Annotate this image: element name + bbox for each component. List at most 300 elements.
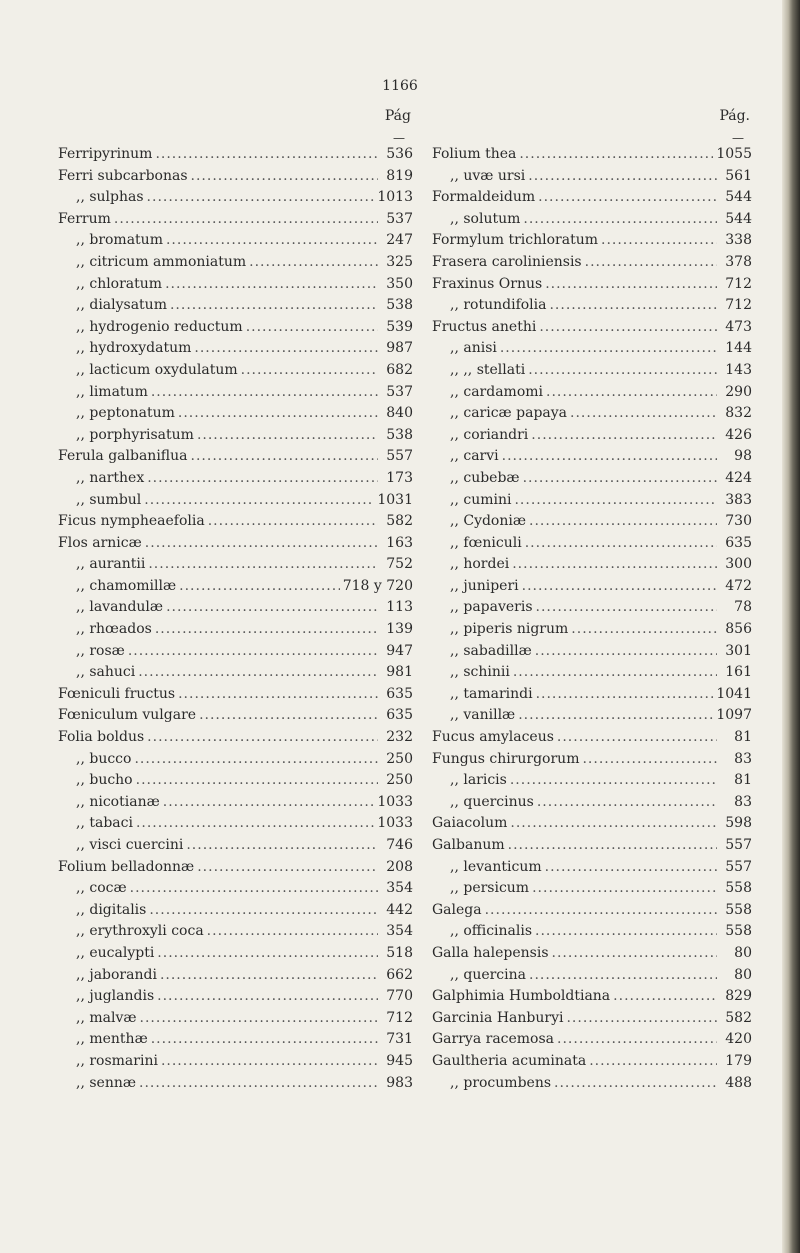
index-entry [58, 187, 413, 209]
index-entry [432, 641, 752, 663]
index-page-number: 819 [386, 167, 413, 184]
dot-leader [523, 209, 717, 231]
index-entry [432, 338, 752, 360]
index-term: Ferrum [58, 210, 111, 227]
index-entry [432, 511, 752, 533]
index-term: ,, digitalis [76, 901, 147, 918]
index-term: ,, nicotianæ [76, 793, 160, 810]
index-entry [432, 144, 752, 166]
index-page-number: 442 [386, 901, 413, 918]
index-term: Galla halepensis [432, 944, 549, 961]
index-term: ,, cubebæ [450, 469, 520, 486]
index-entry [432, 1051, 752, 1073]
dot-leader [144, 490, 374, 512]
index-term: Formaldeidum [432, 189, 536, 206]
index-term: ,, piperis nigrum [450, 621, 569, 638]
index-page-number: 113 [386, 599, 413, 616]
index-entry [432, 792, 752, 814]
index-entry [432, 835, 752, 857]
index-entry [432, 878, 752, 900]
index-page-number: 1031 [377, 491, 413, 508]
index-term: ,, bucho [76, 772, 133, 789]
index-page-number: 518 [386, 944, 413, 961]
index-term: ,, papaveris [450, 599, 533, 616]
dot-leader [549, 295, 717, 317]
index-term: ,, visci cuercini [76, 837, 184, 853]
index-term: Fraxinus Ornus [432, 275, 543, 292]
dot-leader [155, 619, 378, 641]
index-page-number: 78 [734, 599, 752, 616]
dot-leader [148, 554, 378, 576]
index-entry [432, 468, 752, 490]
index-entry [58, 770, 413, 792]
index-term: Fructus anethi [432, 318, 537, 335]
header-dash: — [732, 131, 744, 145]
index-page-number: 561 [725, 167, 752, 184]
index-page-number: 250 [386, 772, 413, 789]
index-entry [58, 317, 413, 339]
index-page-number: 947 [386, 642, 413, 659]
index-term: ,, aurantii [76, 556, 146, 573]
index-term: ,, vanillæ [450, 707, 516, 724]
dot-leader [518, 705, 713, 727]
dot-leader [538, 187, 717, 209]
index-page-number: 718 y 720 [342, 577, 413, 594]
index-page-number: 143 [725, 361, 752, 378]
dot-leader [589, 1051, 717, 1073]
index-entry [58, 705, 413, 727]
dot-leader [157, 943, 378, 965]
dot-leader [529, 511, 717, 533]
index-term: ,, rhœados [76, 621, 152, 638]
index-term: ,, tamarindi [450, 685, 533, 702]
index-term: ,, eucalypti [76, 944, 155, 961]
index-entry [432, 727, 752, 749]
dot-leader [523, 468, 717, 490]
index-term: Formylum trichloratum [432, 232, 598, 249]
dot-leader [128, 641, 378, 663]
index-page-number: 420 [725, 1031, 752, 1048]
dot-leader [519, 144, 713, 166]
index-entry [58, 425, 413, 447]
index-entry [58, 641, 413, 663]
dot-leader [246, 317, 378, 339]
dot-leader [566, 1008, 717, 1030]
index-term: ,, tabaci [76, 815, 133, 832]
index-entry [58, 813, 413, 835]
index-page-number: 983 [386, 1074, 413, 1091]
index-entry [432, 900, 752, 922]
index-term: ,, officinalis [450, 923, 533, 940]
dot-leader [145, 533, 378, 555]
index-term: ,, porphyrisatum [76, 426, 194, 443]
index-entry [58, 1008, 413, 1030]
index-entry [432, 274, 752, 296]
index-entry [432, 705, 752, 727]
dot-leader [147, 187, 375, 209]
index-term: ,, anisi [450, 340, 497, 357]
index-term: ,, juglandis [76, 988, 155, 1005]
dot-leader [136, 813, 374, 835]
dot-leader [178, 684, 378, 706]
index-term: ,, malvæ [76, 1009, 137, 1026]
index-entry [58, 252, 413, 274]
index-page-number: 558 [725, 880, 752, 897]
index-entry [432, 317, 752, 339]
index-entry [58, 835, 413, 857]
index-term: ,, quercinus [450, 793, 534, 810]
index-page-number: 537 [386, 383, 413, 400]
index-term: ,, sabadillæ [450, 642, 532, 659]
index-page-number: 987 [386, 340, 413, 357]
index-entry [58, 382, 413, 404]
book-binding-edge [782, 0, 800, 1253]
index-page-number: 83 [734, 793, 752, 810]
index-page-number: 598 [725, 815, 752, 832]
index-term: ,, laricis [450, 772, 507, 789]
index-entry [432, 857, 752, 879]
dot-leader [546, 382, 717, 404]
index-entry [58, 597, 413, 619]
header-dash: — [393, 131, 405, 145]
index-term: Ferula galbaniflua [58, 448, 188, 465]
index-entry [432, 209, 752, 231]
index-entry [432, 662, 752, 684]
dot-leader [197, 425, 378, 447]
index-page-number: 582 [725, 1009, 752, 1026]
dot-leader [535, 921, 717, 943]
index-term: ,, hydrogenio reductum [76, 318, 243, 335]
index-entry [432, 576, 752, 598]
index-entry [58, 749, 413, 771]
index-page-number: 981 [386, 664, 413, 681]
index-page-number: 247 [386, 232, 413, 249]
index-page-number: 80 [734, 944, 752, 961]
dot-leader [199, 705, 378, 727]
index-page-number: 731 [386, 1031, 413, 1048]
dot-leader [147, 727, 378, 749]
index-entry [432, 684, 752, 706]
index-entry [432, 446, 752, 468]
index-page-number: 80 [734, 966, 752, 983]
index-term: ,, rosæ [76, 642, 125, 659]
dot-leader [191, 166, 378, 188]
index-entry [432, 619, 752, 641]
index-page-number: 173 [386, 469, 413, 486]
index-term: ,, procumbens [450, 1074, 552, 1091]
dot-leader [197, 857, 378, 879]
index-term: ,, peptonatum [76, 405, 175, 422]
dot-leader [166, 597, 378, 619]
index-term: Galbanum [432, 837, 505, 853]
dot-leader [522, 576, 717, 598]
dot-leader [155, 144, 378, 166]
index-page-number: 163 [386, 534, 413, 551]
index-term: ,, caricæ papaya [450, 405, 568, 422]
dot-leader [179, 576, 340, 598]
index-entry [432, 1029, 752, 1051]
index-entry [58, 490, 413, 512]
index-term: Frasera caroliniensis [432, 253, 582, 270]
dot-leader [186, 835, 378, 857]
index-term: ,, limatum [76, 383, 148, 400]
dot-leader [161, 1051, 378, 1073]
index-term: Garcinia Hanburyi [432, 1009, 564, 1026]
index-entry [432, 554, 752, 576]
index-page-number: 635 [386, 707, 413, 724]
index-page-number: 81 [734, 772, 752, 789]
index-entry [58, 446, 413, 468]
index-term: ,, sumbul [76, 491, 142, 508]
dot-leader [513, 662, 717, 684]
index-page-number: 290 [725, 383, 752, 400]
index-term: Gaultheria acuminata [432, 1052, 587, 1069]
index-page-number: 144 [725, 340, 752, 357]
index-term: ,, menthæ [76, 1031, 148, 1048]
index-page-number: 557 [725, 858, 752, 875]
index-page-number: 770 [386, 988, 413, 1005]
index-entry [432, 749, 752, 771]
index-term: ,, chamomillæ [76, 577, 177, 594]
dot-leader [157, 986, 378, 1008]
dot-leader [570, 403, 717, 425]
index-entry [432, 965, 752, 987]
index-page-number: 730 [725, 513, 752, 530]
index-entry [58, 921, 413, 943]
dot-leader [208, 511, 378, 533]
index-page-number: 354 [386, 880, 413, 897]
dot-leader [557, 1029, 717, 1051]
index-entry [58, 1029, 413, 1051]
index-term: ,, levanticum [450, 858, 542, 875]
index-entry [58, 295, 413, 317]
index-entry [432, 1073, 752, 1095]
index-term: ,, lacticum oxydulatum [76, 361, 238, 378]
index-term: ,, Cydoniæ [450, 513, 527, 530]
index-entry [58, 144, 413, 166]
index-page-number: 1033 [377, 793, 413, 810]
index-entry [432, 1008, 752, 1030]
index-entry [432, 921, 752, 943]
page-column-label: Pág. [719, 108, 750, 124]
index-page-number: 98 [734, 448, 752, 465]
index-entry [58, 274, 413, 296]
dot-leader [149, 900, 378, 922]
index-page-number: 557 [386, 448, 413, 465]
index-entry [58, 554, 413, 576]
index-page-number: 539 [386, 318, 413, 335]
index-page-number: 350 [386, 275, 413, 292]
dot-leader [525, 533, 717, 555]
index-term: ,, lavandulæ [76, 599, 164, 616]
dot-leader [528, 166, 717, 188]
index-entry [432, 533, 752, 555]
index-page-number: 538 [386, 426, 413, 443]
dot-leader [178, 403, 378, 425]
index-page-number: 712 [386, 1009, 413, 1026]
index-entry [58, 878, 413, 900]
dot-leader [510, 813, 717, 835]
index-page-number: 662 [386, 966, 413, 983]
index-page-number: 81 [734, 729, 752, 746]
index-term: Fucus amylaceus [432, 729, 554, 746]
dot-leader [147, 468, 378, 490]
index-term: ,, coriandri [450, 426, 529, 443]
index-term: ,, fœniculi [450, 534, 522, 551]
index-entry [432, 943, 752, 965]
index-page-number: 232 [386, 729, 413, 746]
dot-leader [114, 209, 378, 231]
index-term: Gaiacolum [432, 815, 508, 832]
index-page-number: 179 [725, 1052, 752, 1069]
index-term: ,, citricum ammoniatum [76, 253, 247, 270]
index-page-number: 712 [725, 275, 752, 292]
index-page-number: 635 [386, 685, 413, 702]
index-term: ,, jaborandi [76, 966, 157, 983]
index-term: Garrya racemosa [432, 1031, 555, 1048]
dot-leader [510, 770, 717, 792]
index-page-number: 139 [386, 621, 413, 638]
index-entry [432, 490, 752, 512]
index-page-number: 635 [725, 534, 752, 551]
index-entry [58, 684, 413, 706]
index-entry [58, 468, 413, 490]
dot-leader [130, 878, 378, 900]
index-term: ,, ,, stellati [450, 361, 526, 378]
index-term: ,, carvi [450, 448, 499, 465]
index-term: ,, hordei [450, 556, 510, 573]
index-entry [58, 943, 413, 965]
index-term: ,, juniperi [450, 577, 519, 594]
index-entry [432, 382, 752, 404]
dot-leader [571, 619, 717, 641]
index-page-number: 426 [725, 426, 752, 443]
index-entry [58, 900, 413, 922]
index-term: ,, hydroxydatum [76, 340, 192, 357]
index-column-right [432, 108, 752, 1094]
dot-leader [134, 749, 378, 771]
dot-leader [138, 662, 378, 684]
index-term: Folium thea [432, 146, 517, 162]
dot-leader [194, 338, 378, 360]
dot-leader [529, 965, 717, 987]
dot-leader [613, 986, 717, 1008]
index-entry [432, 813, 752, 835]
index-page-number: 1097 [716, 707, 752, 724]
index-term: ,, dialysatum [76, 297, 167, 314]
dot-leader [508, 835, 717, 857]
index-term: Flos arnicæ [58, 534, 142, 551]
index-page-number: 558 [725, 923, 752, 940]
dot-leader [170, 295, 378, 317]
index-term: ,, schinii [450, 664, 510, 681]
index-entry [432, 425, 752, 447]
dot-leader [166, 230, 378, 252]
index-column-left [58, 108, 413, 1094]
index-page-number: 536 [386, 146, 413, 162]
index-page-number: 378 [725, 253, 752, 270]
dot-leader [535, 641, 717, 663]
index-entry [58, 338, 413, 360]
dot-leader [191, 446, 378, 468]
index-term: ,, cardamomi [450, 383, 543, 400]
index-page-number: 488 [725, 1074, 752, 1091]
dot-leader [165, 274, 378, 296]
dot-leader [539, 317, 717, 339]
column-header-right [432, 108, 752, 132]
index-term: Fungus chirurgorum [432, 750, 580, 767]
index-entry [432, 770, 752, 792]
dot-leader [151, 1029, 378, 1051]
index-page-number: 424 [725, 469, 752, 486]
index-term: ,, rotundifolia [450, 297, 547, 314]
dot-leader [582, 749, 717, 771]
dot-leader [532, 878, 717, 900]
dot-leader [545, 274, 717, 296]
index-term: ,, cocæ [76, 880, 127, 897]
index-page-number: 472 [725, 577, 752, 594]
dot-leader [585, 252, 717, 274]
index-entry [58, 792, 413, 814]
dot-leader [163, 792, 375, 814]
index-page-number: 250 [386, 750, 413, 767]
index-term: ,, persicum [450, 880, 530, 897]
index-entry [58, 403, 413, 425]
index-entry [432, 252, 752, 274]
index-page-number: 1055 [716, 146, 752, 162]
index-term: ,, solutum [450, 210, 521, 227]
dot-leader [160, 965, 378, 987]
index-term: ,, sahuci [76, 664, 136, 681]
index-page-number: 538 [386, 297, 413, 314]
index-page-number: 712 [725, 297, 752, 314]
index-page-number: 473 [725, 318, 752, 335]
index-term: ,, sennæ [76, 1074, 137, 1091]
index-page-number: 161 [725, 664, 752, 681]
index-term: ,, narthex [76, 469, 145, 486]
index-term: Ferri subcarbonas [58, 167, 188, 184]
dot-leader [552, 943, 717, 965]
dot-leader [249, 252, 378, 274]
dot-leader [139, 1073, 378, 1095]
index-entry [58, 662, 413, 684]
index-page-number: 945 [386, 1052, 413, 1069]
index-term: ,, rosmarini [76, 1052, 158, 1069]
index-page-number: 301 [725, 642, 752, 659]
dot-leader [136, 770, 378, 792]
index-term: Fœniculum vulgare [58, 707, 197, 724]
index-page-number: 752 [386, 556, 413, 573]
index-entry [58, 1073, 413, 1095]
index-page-number: 1013 [377, 189, 413, 206]
dot-leader [536, 684, 714, 706]
index-term: ,, erythroxyli coca [76, 923, 204, 940]
dot-leader [500, 338, 717, 360]
index-entry [58, 166, 413, 188]
index-entries-right [432, 144, 752, 1094]
index-page-number: 1033 [377, 815, 413, 832]
index-term: Fœniculi fructus [58, 685, 176, 702]
index-page-number: 83 [734, 750, 752, 767]
dot-leader [241, 360, 378, 382]
index-page-number: 682 [386, 361, 413, 378]
index-entry [432, 597, 752, 619]
column-header-left [58, 108, 413, 132]
index-entry [432, 187, 752, 209]
index-page-number: 208 [386, 858, 413, 875]
index-page-number: 354 [386, 923, 413, 940]
dot-leader [545, 857, 717, 879]
